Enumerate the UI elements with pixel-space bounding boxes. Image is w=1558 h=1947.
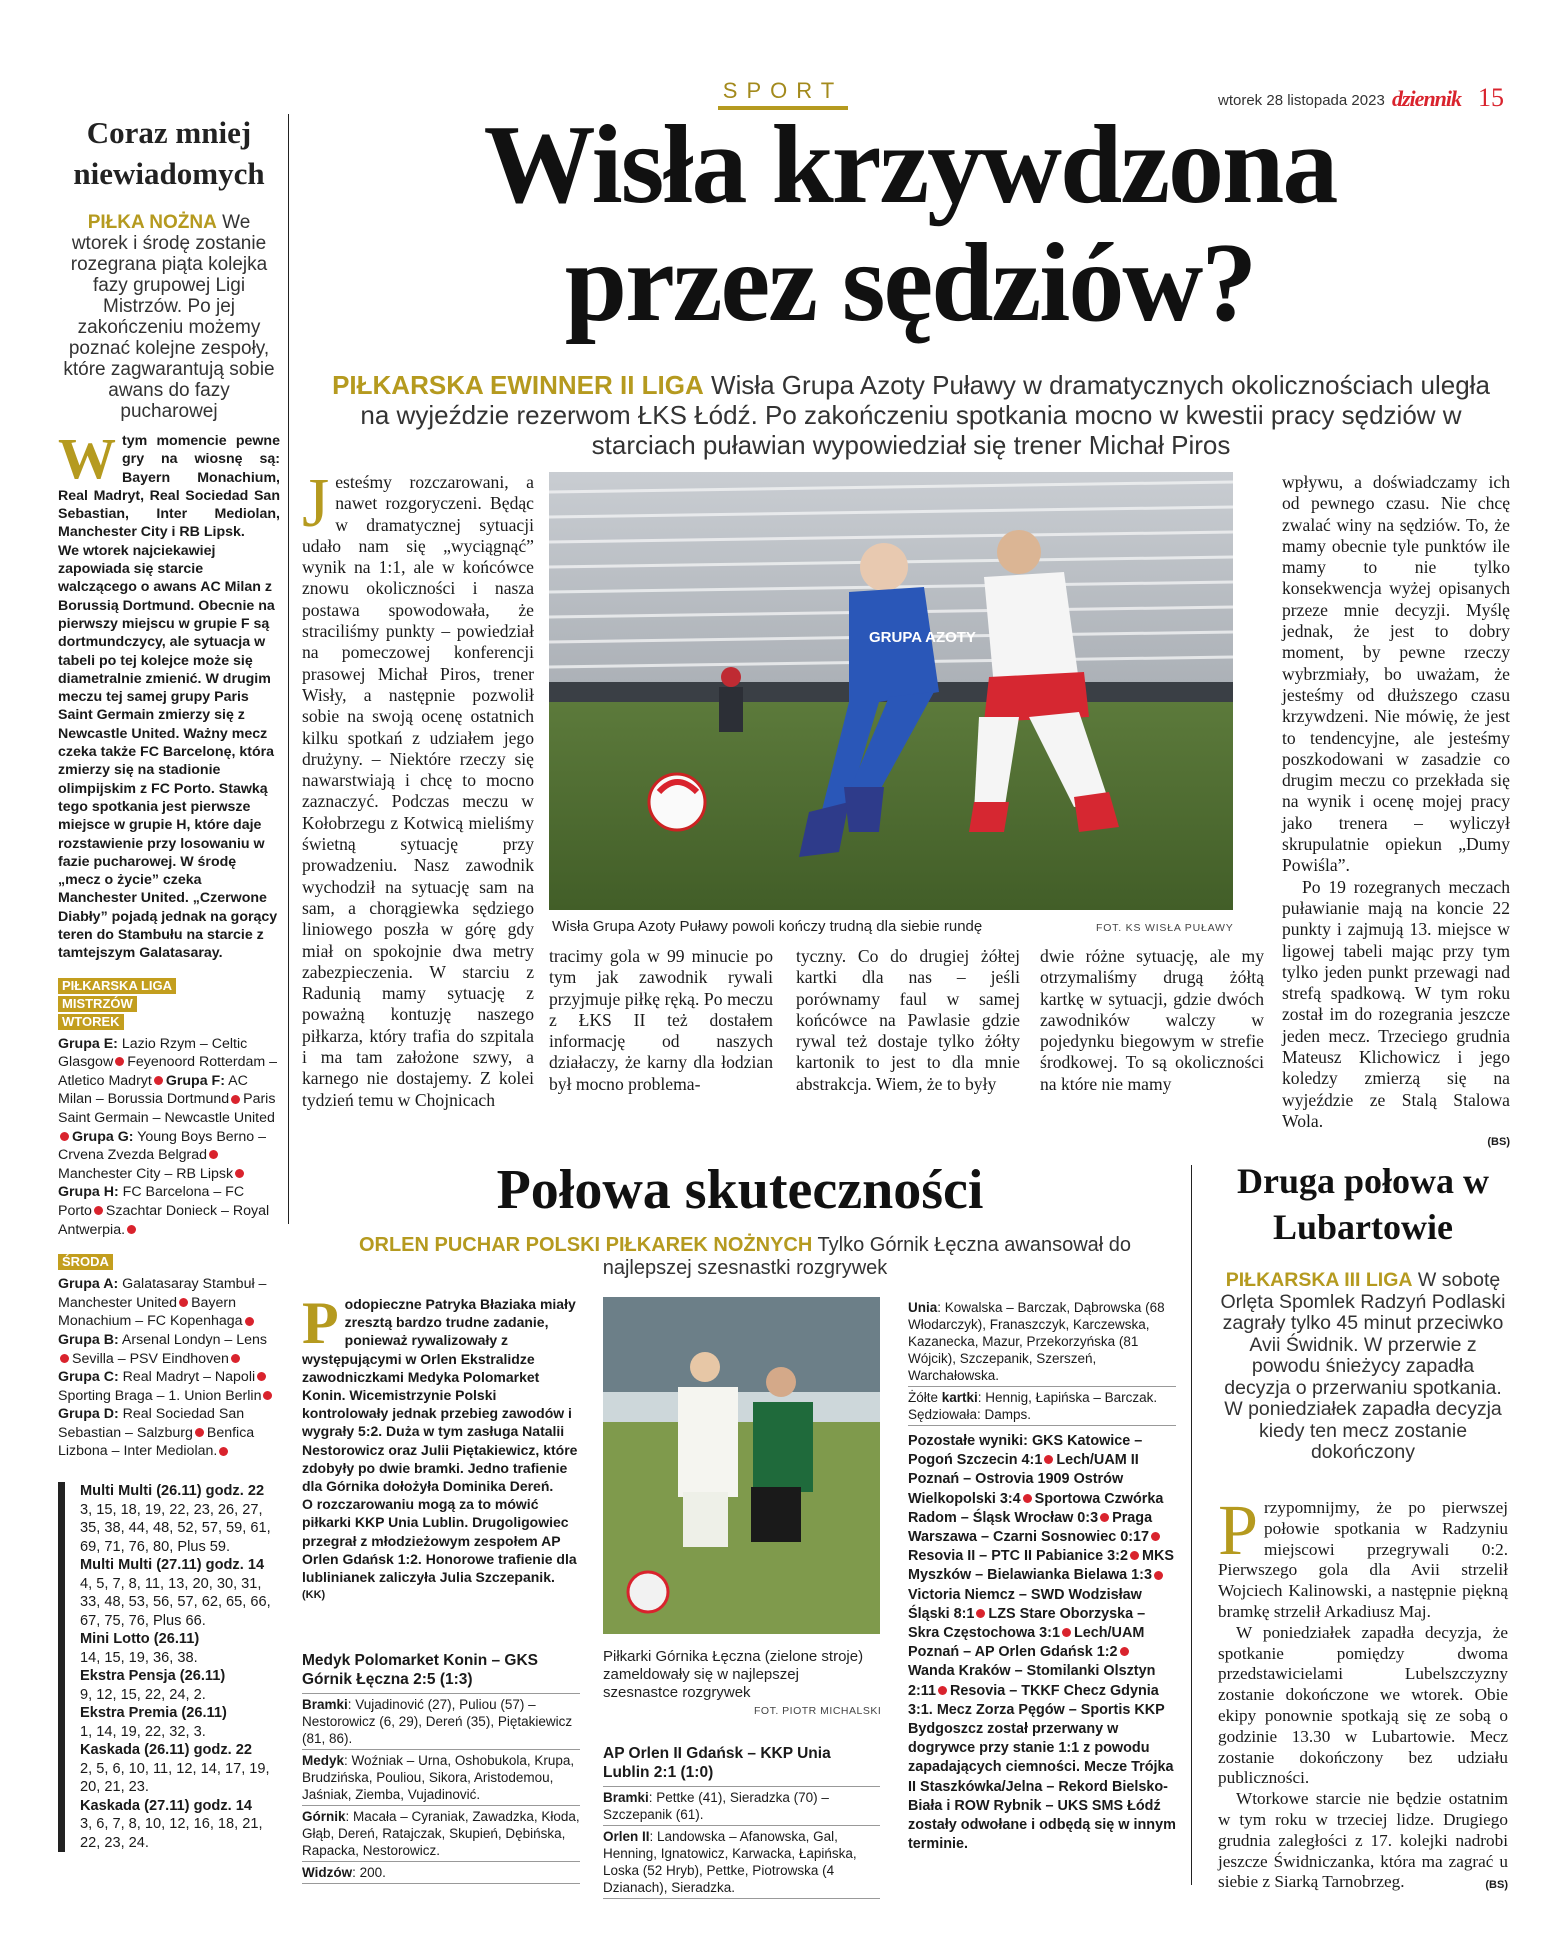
third-body: Przypomnijmy, że po pierwszej połowie spotkania w Radzyniu miejscowi przegrywali 0:2. Pierwszego gola dla Avii strzelił Wojciech Kalinowski, a następnie piękną bramkę strzelił Arkadiusz Maj. W poniedziałek zapadła decyzja, że spotkanie pomiędzy dwoma przedstawicielami Lubelszczyzny zostanie dokończone we wtorek. Obie ekipy ponownie spotkają się ze sobą o godzinie 13.30 w Lubartowie. Mecz zostanie dokończony bez udziału publiczności. Wtorkowe starcie nie będzie ostatnim w tym roku w trzeciej lidze. Drugiego grudnia zaległości z 17. kolejki nadrobi jeszcze Świdniczanka, która ma zagrać u siebie z Siarką Tarnobrzeg. (BS) [1218,1498,1508,1896]
lotto-numbers: 4, 5, 7, 8, 11, 13, 20, 30, 31, 33, 48, 53, 56, 57, 62, 65, 66, 67, 75, 76, Plus 66. [80,1575,271,1629]
result-item: Sportowa Czwórka Radom – Śląsk Wrocław 0:3 [908,1490,1164,1526]
fixture: Real Sociedad San Sebastian – Salzburg [58,1406,245,1441]
separator-dot [154,1076,163,1085]
lotto-numbers: 2, 5, 6, 10, 11, 12, 14, 17, 19, 20, 21, 23. [80,1760,270,1795]
main-article-col2: tracimy gola w 99 minucie po tym jak zawodnik rywali przyjmuje piłkę ręką. Po meczu z ŁKS II też dostałem informację od naszych działaczy, że karny dla łodzian był mocno problema- [549,946,773,1094]
fixture: Feyenoord Rotterdam – Atletico Madryt [58,1054,278,1089]
separator-dot [209,1150,218,1159]
separator-dot [1100,1513,1109,1522]
lotto-draw-title: Ekstra Pensja (26.11) [80,1668,226,1684]
separator-dot [1154,1571,1163,1580]
cup-author-sign: (KK) [302,1589,326,1602]
separator-dot [1044,1455,1053,1464]
result-item: Lech/UAM II Poznań – Ostrovia 1909 Ostrów Wielkopolski 3:4 [908,1452,1139,1507]
main-article-col1: Jesteśmy rozczarowani, a nawet rozgoryczeni. Będąc w dramatycznej sytuacji udało nam się „wyciągnąć” wynik na 1:1, ale w końcówce znowu okoliczności i nasza postawa spowodowała, że straciliśmy punkty – powiedział na pomeczowej konferencji prasowej Michał Piros, trener Wisły, a następnie pozwolił sobie na swoją ocenę ostatnich kilku spotkań z udziałem jego drużyny. – Niektóre rzeczy się nawarstwiają i chcę to mocno zaznaczyć. Podczas meczu w Kołobrzegu z Kotwicą mieliśmy świetną sytuację przy prowadzeniu. Nasz zawodnik wychodził na sytuację sam na sam, a chorągiewka sędziego liniowego poszła w górę gdy miał on spokojnie dwa metry zabezpieczenia. W starciu z Radunią mamy sytuację z poważną kontuzję naszego piłkarza, który trafia do szpitala i ma tam założone szwy, a karnego nie dostajemy. Z kolei tydzień temu w Chojnicach [302,465,534,1110]
main-photo-credit: FOT. KS WISŁA PUŁAWY [1096,922,1234,934]
sidebar-lead: PIŁKA NOŻNA We wtorek i środę zostanie rozegrana piąta kolejka fazy grupowej Ligi Mistrzów. Po jej zakończeniu możemy poznać kolejne zespoły, które zagwarantują sobie awans do fazy pucharowej [63,212,275,422]
results-note: Mecz Zorza Pęgów – Sportis KKP Bydgoszcz został przerwany w dogrywce przy stanie 1:1 z powodu zapadających ciemności. Mecze Trójka II Staszkówka/Jelna – Rekord Bielsko-Biała i ROW Rybnik – UKS SMS Łódź zostały odwołane i odbędą się w innym terminie. [908,1701,1176,1853]
cup-headline: Połowa skuteczności [496,1159,984,1221]
lotto-draw-title: Ekstra Premia (26.11) [80,1705,227,1721]
sidebar [58,112,280,1461]
separator-dot [115,1057,124,1066]
group-label: Grupa F: [165,1072,225,1089]
lotto-draw-title: Kaskada (27.11) godz. 14 [80,1797,252,1814]
separator-dot [1130,1551,1139,1560]
result-item: Lech/UAM Poznań – AP Orlen Gdańsk 1:2 [908,1625,1145,1661]
group-label: Grupa G: [72,1128,134,1145]
separator-dot [219,1447,228,1456]
main-photo [549,472,1233,910]
separator-dot [60,1132,69,1141]
separator-dot [195,1428,204,1437]
separator-dot [1023,1494,1032,1503]
match1-attendance: Widzów: 200. [302,1862,580,1884]
fixture: Sevilla – PSV Eindhoven [72,1350,229,1367]
result-item: MKS Myszków – Bielawianka Bielawa 1:3 [908,1548,1174,1584]
result-item: GKS Katowice – Pogoń Szczecin 4:1 [908,1433,1143,1469]
separator-dot [938,1686,947,1695]
fixture: Arsenal Londyn – Lens [121,1331,268,1348]
cup-lead: ORLEN PUCHAR POLSKI PIŁKAREK NOŻNYCH Tylko Górnik Łęczna awansował do najlepszej szesnastki rozgrywek [358,1234,1132,1279]
separator-dot [976,1609,985,1618]
match2-cards: Żółte kartki: Hennig, Łapińska – Barczak. Sędziowała: Damps. [908,1387,1176,1426]
sidebar-title: Coraz mniej niewiadomych [73,115,265,191]
result-item: Victoria Niemcz – SWD Wodzisław Śląski 8:1 [908,1586,1142,1622]
separator-dot [245,1317,254,1326]
match1-title: Medyk Polomarket Konin – GKS Górnik Łęczna 2:5 (1:3) [302,1652,580,1694]
group-label: Grupa H: [58,1184,119,1201]
lotto-results [58,1482,280,1852]
separator-dot [257,1372,266,1381]
cl-wednesday-fixtures [58,1275,280,1461]
jersey-sponsor-text: GRUPA AZOTY [869,629,976,646]
lotto-numbers: 14, 15, 19, 36, 38. [80,1649,198,1666]
result-item: Praga Warszawa – Czarni Sosnowiec 0:17 [908,1509,1153,1546]
lotto-draw-title: Mini Lotto (26.11) [80,1631,200,1647]
fixture: Galatasaray Stambuł – Manchester United [58,1276,267,1311]
cl-tuesday-tag: PIŁKARSKA LIGA MISTRZÓW WTOREK [58,977,280,1031]
page-number: 15 [1478,83,1504,112]
separator-dot [263,1391,272,1400]
match2-unia-lineup: Unia: Kowalska – Barczak, Dąbrowska (68 Włodarczyk), Franaszczyk, Karczewska, Kazanecka, Mazur, Przekorzyńska (81 Wójcik), Szczepanik, Szerszeń, Warchałowska. [908,1297,1176,1387]
fixture: Manchester City – RB Lipsk [58,1165,234,1182]
cup-right-col [908,1297,1176,1854]
match2-orlen-lineup: Orlen II: Landowska – Afanowska, Gal, Henning, Ignatowicz, Karwacka, Łapińska, Loska (52 Hryb), Pettke, Piotrowska (4 Dzianach), Sieradzka. [603,1826,880,1899]
lotto-draw-title: Kaskada (26.11) godz. 22 [80,1742,252,1758]
cup-other-results [908,1432,1176,1854]
separator-dot [1120,1647,1129,1656]
group-label: Grupa C: [58,1369,119,1386]
other-results-label: Pozostałe wyniki: [908,1433,1028,1449]
third-lead: PIŁKARSKA III LIGA W sobotę Orlęta Spomlek Radzyń Podlaski zagrały tylko 45 minut przeciwko Avii Świdnik. W przerwie z powodu śnieżycy zapadła decyzja o przerwaniu spotkania. W poniedziałek zapadła decyzja kiedy ten mecz zostanie dokończony [1220,1269,1506,1463]
separator-dot [1062,1628,1071,1637]
main-lead: PIŁKARSKA EWINNER II LIGA Wisła Grupa Azoty Puławy w dramatycznych okolicznościach uległa na wyjeździe rezerwom ŁKS Łódź. Po zakończeniu spotkania mocno w kwestii pracy sędziów w starciach puławian wypowiedział się trener Michał Piros [332,370,1490,460]
fixture: Lazio Rzym – Celtic Glasgow [58,1035,248,1071]
author-sign: (BS) [1487,1136,1510,1149]
result-item: Wanda Kraków – Stomilanki Olsztyn 2:11 [908,1663,1156,1699]
main-article-col3: tyczny. Co do drugiej żółtej kartki dla nas – jeśli porównamy faul w samej końcówce na Pawlasie gdzie rywal też dostaje tylko żółty kartonik to jest to dla mnie abstrakcja. Wiem, że to były [796,946,1020,1094]
issue-date: wtorek 28 listopada 2023 [1218,92,1385,109]
group-label: Grupa A: [58,1276,119,1293]
main-article-col5: wpływu, a doświadczamy ich od pewnego czasu. Nie chcę zwalać winy na sędziów. To, że mamy obecnie tyle punktów ile mamy to nie tylko konsekwencja wyżej opisanych przeze mnie decyzji. Myślę jednak, że jest to dobry moment, by pewne rzeczy wybrzmiały, bo uważam, że jesteśmy od dłuższego czasu krzywdzeni. Nie mówię, że jest to tendencyjne, ale jesteśmy poszkodowani w zasadzie co drugim meczu co przekłada się na wynik i ocenę mojej pracy jako trenera – wyliczył skrupulatnie opiekun „Dumy Powiśla”. Po 19 rozegranych meczach puławianie mają na koncie 22 punkty i zajmują 13. miejsce w ligowej tabeli mając przy tym tylko jeden punkt przewagi nad strefą spadkową. W tym roku został im do rozegrania jeszcze jeden mecz. Trzeciego grudnia Mateusz Klichowicz i jego koledzy zmierzą się na wyjeździe ze Stalą Stalowa Wola. (BS) [1282,472,1510,1154]
separator-dot [127,1225,136,1234]
result-item: Resovia II – PTC II Pabianice 3:2 [908,1548,1128,1565]
cup-photo-credit: FOT. PIOTR MICHALSKI [754,1705,882,1717]
main-headline: Wisła krzywdzona przez sędziów? [483,103,1337,345]
lotto-draw-title: Multi Multi (26.11) godz. 22 [80,1483,265,1499]
fixture: Szachtar Donieck – Royal Antwerpia. [58,1202,270,1238]
cup-match1-box [302,1652,580,1884]
separator-dot [60,1354,69,1363]
group-label: Grupa D: [58,1406,119,1423]
main-article-col4a: dwie różne sytuację, ale my otrzymaliśmy drugą żółtą kartkę w sytuacji, gdzie dwóch zawodników walczy w pojedynku biegowym w strefie środkowej. To są okoliczności na które nie mamy [1040,946,1264,1094]
fixture: Paris Saint Germain – Newcastle United [58,1091,276,1126]
lotto-numbers: 3, 6, 7, 8, 10, 12, 16, 18, 21, 22, 23, 24. [80,1816,263,1851]
cup-match2-box [603,1745,880,1899]
lotto-draw-title: Multi Multi (27.11) godz. 14 [80,1557,265,1573]
match2-goals: Bramki: Pettke (41), Sieradzka (70) – Szczepanik (61). [603,1787,880,1826]
separator-dot [179,1298,188,1307]
sidebar-body-2: We wtorek najciekawiej zapowiada się starcie walczącego o awans AC Milan z Borussią Dortmund. Obecnie na pierwszy miejscu w grupie F są dortmundczycy, ale sytuacja w tabeli po tej kolejce może się diametralnie zmienić. W drugim meczu tej samej grupy Paris Saint Germain zmierzy się z Newcastle United. Ważny mecz czeka także FC Barcelonę, która zmierzy się na stadionie olimpijskim z FC Porto. Stawką tego spotkania jest pierwsze miejsce w grupie H, które daje rozstawienie przy losowaniu w fazie pucharowej. W środę „mecz o życie” czeka Manchester United. „Czerwone Diabły” pojadą jednak na gorący teren do Stambułu na starcie z tamtejszym Galatasaray. [58,542,278,962]
result-item: Resovia – TKKF Checz Gdynia 3:1. [908,1682,1159,1718]
cl-wednesday-tag: ŚRODA [58,1253,280,1271]
fixture: AC Milan – Borussia Dortmund [58,1072,248,1108]
main-photo-caption: Wisła Grupa Azoty Puławy powoli kończy trudną dla siebie rundę [552,918,983,935]
fixture: Sporting Braga – 1. Union Berlin [58,1387,262,1404]
fixture: Real Madryt – Napoli [122,1369,256,1386]
separator-dot [94,1206,103,1215]
match1-medyk-lineup: Medyk: Woźniak – Urna, Oshobukola, Krupa, Brudzińska, Pouliou, Sikora, Aristodemou, Jaśniak, Ziemba, Vujadinović. [302,1750,580,1806]
separator-dot [231,1354,240,1363]
fixture: Bayern Monachium – FC Kopenhaga [58,1294,243,1330]
lotto-numbers: 9, 12, 15, 22, 24, 2. [80,1686,206,1703]
result-item: LZS Stare Oborzyska – Skra Częstochowa 3:1 [908,1605,1146,1642]
cup-photo [603,1297,880,1634]
match1-gornik-lineup: Górnik: Macała – Cyraniak, Zawadzka, Kłoda, Głąb, Dereń, Ratajczak, Skupień, Dębińska, Rapacka, Nestorowicz. [302,1806,580,1862]
group-label: Grupa B: [58,1331,119,1348]
match1-goals: Bramki: Vujadinović (27), Puliou (57) – Nestorowicz (6, 29), Dereń (35), Piętakiewicz (81, 86). [302,1694,580,1750]
separator-dot [231,1095,240,1104]
group-label: Grupa E: [58,1035,118,1052]
section-label: SPORT [718,78,848,110]
third-author-sign: (BS) [1485,1879,1508,1892]
separator-dot [235,1169,244,1178]
sidebar-body: Wtym momencie pewne gry na wiosnę są: Bayern Monachium, Real Madryt, Real Sociedad San Sebastian, Inter Mediolan, Manchester City i RB Lipsk. [58,426,280,541]
separator-dot [1151,1532,1160,1541]
third-headline: Druga połowa w Lubartowie [1236,1161,1490,1247]
brand-logo: dziennik [1392,86,1462,111]
cup-body: Podopieczne Patryka Błaziaka miały zresztą bardzo trudne zadanie, ponieważ rywalizowały z występującymi w Orlen Ekstralidze zawodniczkami Medyka Polomarket Konin. Wicemistrzynie Polski kontrolowały jednak przebieg zawodów i wygrały 5:2. Duża w tym zasługa Natalii Nestorowicz oraz Julii Piętakiewicz, które zdobyły po dwie bramki. Jedno trafienie dla Górnika dołożyła Dominika Dereń. O rozczarowaniu mogą za to mówić piłkarki KKP Unia Lublin. Drugoligowiec przegrał z młodzieżowym zespołem AP Orlen Gdańsk 1:2. Honorowe trafienie dla lublinianek zaliczyła Julia Szczepanik. (KK) [302,1295,580,1604]
fixture: FC Barcelona – FC Porto [58,1184,245,1219]
cl-tuesday-fixtures [58,1035,280,1240]
fixture: Young Boys Berno – Crvena Zvezda Belgrad [58,1128,267,1164]
match2-title: AP Orlen II Gdańsk – KKP Unia Lublin 2:1 (1:0) [603,1745,880,1787]
lotto-numbers: 3, 15, 18, 19, 22, 23, 26, 27, 35, 38, 44, 48, 52, 57, 59, 61, 69, 71, 76, 80, Plus 59. [80,1501,271,1555]
cup-photo-caption: Piłkarki Górnika Łęczna (zielone stroje) zameldowały się w najlepszej szesnastce rozgrywek [603,1648,864,1701]
lotto-numbers: 1, 14, 19, 22, 32, 3. [80,1723,206,1740]
fixture: Benfica Lizbona – Inter Mediolan. [58,1424,255,1460]
